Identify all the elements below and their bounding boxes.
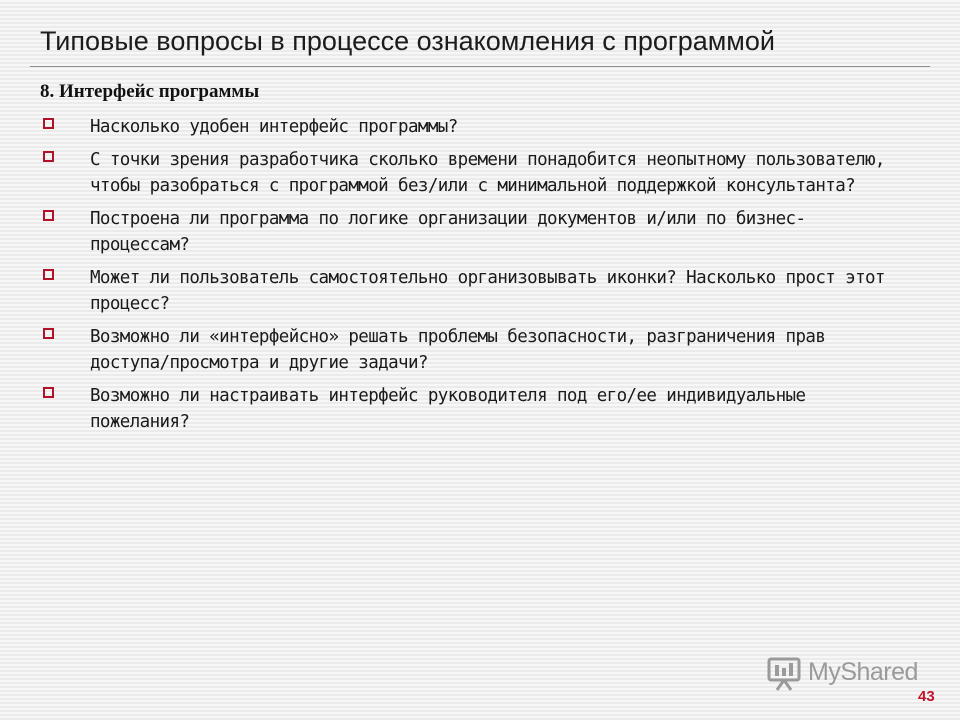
list-item-text: Может ли пользователь самостоятельно организовывать иконки? Насколько прост этот процесс?: [90, 268, 885, 314]
list-item: [40, 324, 900, 376]
section-heading: 8. Интерфейс программы: [40, 81, 260, 102]
page-number: 43: [918, 688, 935, 705]
list-item-text: Возможно ли «интерфейсно» решать проблемы безопасности, разграничения прав доступа/просмотра и другие задачи?: [90, 327, 826, 373]
slide-title: Типовые вопросы в процессе ознакомления с программой: [40, 26, 775, 56]
myshared-logo[interactable]: [766, 656, 926, 696]
logo-text: MyShared: [808, 658, 918, 686]
square-bullet-icon: [43, 387, 54, 398]
square-bullet-icon: [43, 328, 54, 339]
square-bullet-icon: [43, 118, 54, 129]
question-list: [40, 114, 900, 442]
square-bullet-icon: [43, 269, 54, 280]
presentation-board-icon: [766, 656, 802, 692]
list-item: [40, 206, 900, 258]
list-item-text: Построена ли программа по логике организации документов и/или по бизнес-процессам?: [90, 209, 806, 255]
list-item: [40, 147, 900, 199]
list-item-text: Насколько удобен интерфейс программы?: [90, 117, 458, 137]
square-bullet-icon: [43, 210, 54, 221]
square-bullet-icon: [43, 151, 54, 162]
list-item: [40, 114, 900, 140]
list-item-text: С точки зрения разработчика сколько времени понадобится неопытному пользователю, чтобы разобраться с программой без/или с минимальной поддержкой консультанта?: [90, 150, 885, 196]
title-bar: [30, 18, 930, 67]
list-item: [40, 265, 900, 317]
list-item: [40, 383, 900, 435]
list-item-text: Возможно ли настраивать интерфейс руководителя под его/ее индивидуальные пожелания?: [90, 386, 806, 432]
